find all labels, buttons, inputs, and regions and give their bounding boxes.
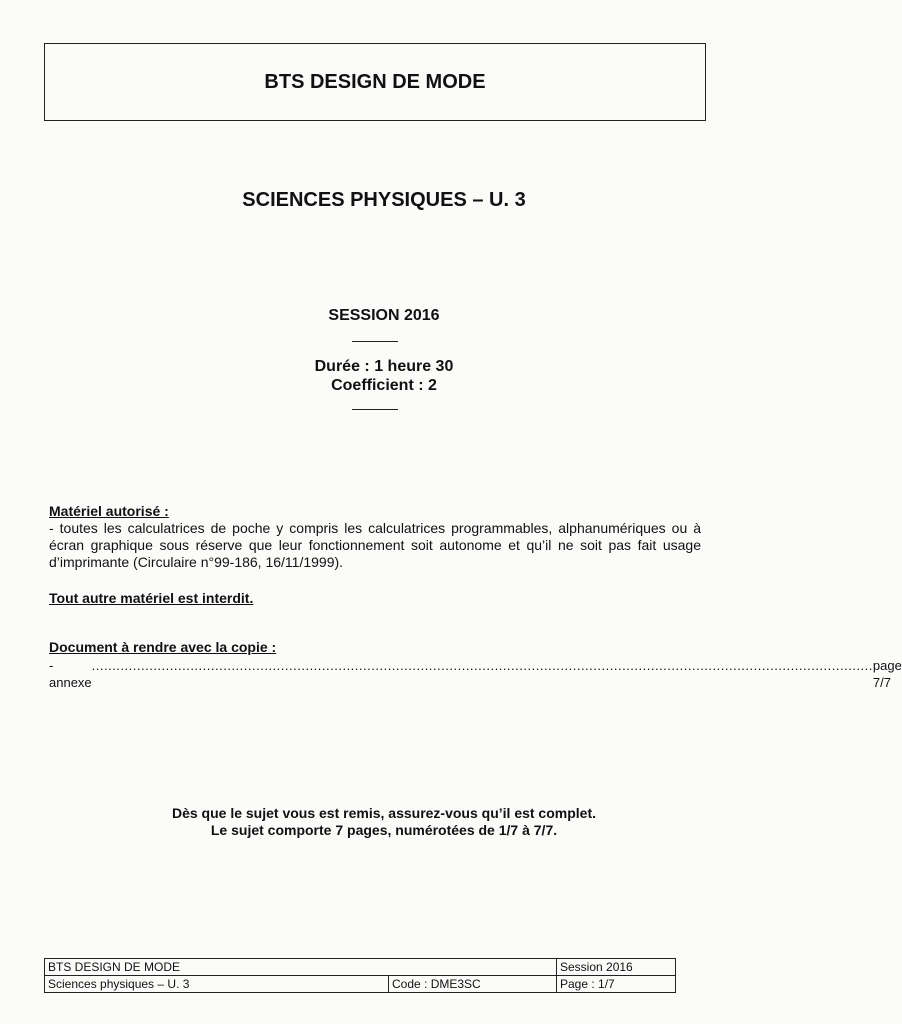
materiel-heading: Matériel autorisé :	[49, 503, 169, 519]
interdit-notice: Tout autre matériel est interdit.	[49, 590, 254, 606]
divider	[352, 409, 398, 410]
footer-subject: Sciences physiques – U. 3	[45, 976, 389, 993]
notice-line-2: Le sujet comporte 7 pages, numérotées de 1/7 à 7/7.	[210, 822, 558, 838]
footer-exam: BTS DESIGN DE MODE	[45, 959, 557, 976]
session-label: SESSION 2016	[328, 307, 440, 324]
notice-line-1: Dès que le sujet vous est remis, assurez-vous qu’il est complet.	[171, 805, 597, 821]
coefficient-label: Coefficient : 2	[331, 377, 437, 394]
header-box	[44, 43, 706, 121]
divider	[352, 341, 398, 342]
document-heading: Document à rendre avec la copie :	[49, 639, 277, 655]
annexe-label: - annexe	[49, 658, 92, 690]
materiel-text: - toutes les calculatrices de poche y compris les calculatrices programmables, alphanumériques ou à écran graphique sous réserve que leur fonctionnement soit autonome et qu’il ne soit pas fait usage d’imprimante (Circulaire n°99-186, 16/11/1999).	[49, 520, 701, 570]
footer-page: Page : 1/7	[557, 976, 676, 993]
annexe-line	[49, 657, 902, 691]
annexe-page: page 7/7	[872, 658, 902, 690]
subject-title: SCIENCES PHYSIQUES – U. 3	[242, 189, 526, 211]
footer-session: Session 2016	[557, 959, 676, 976]
footer-code: Code : DME3SC	[389, 976, 557, 993]
duration-label: Durée : 1 heure 30	[314, 358, 454, 375]
footer-table	[44, 958, 676, 993]
leader-dots: ..............................................................................................................................................................................................	[91, 658, 873, 673]
header-title: BTS DESIGN DE MODE	[264, 70, 486, 93]
